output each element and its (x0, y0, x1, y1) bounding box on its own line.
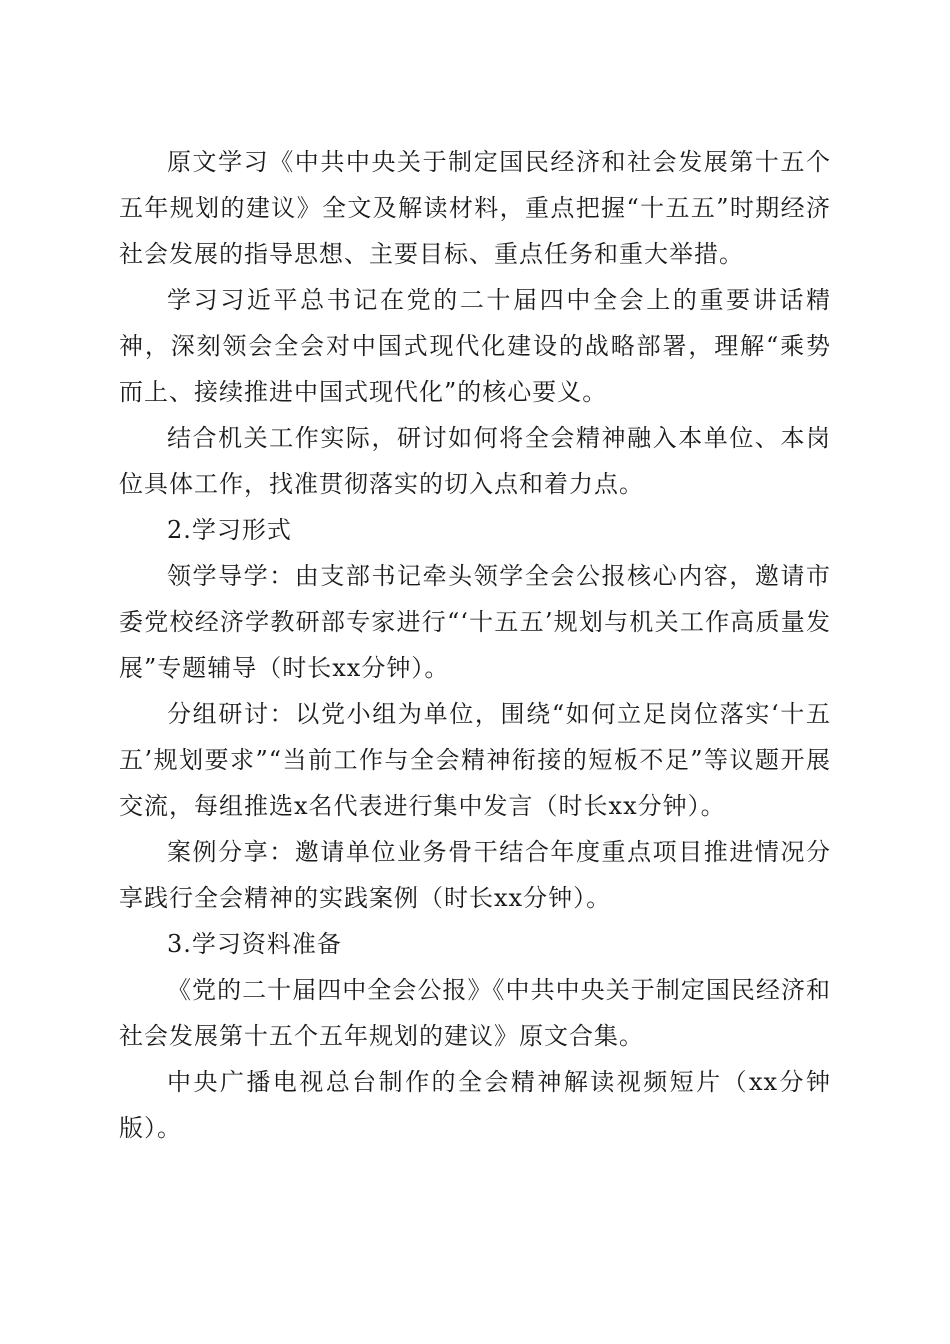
paragraph-group-discussion: 分组研讨：以党小组为单位，围绕“如何立足岗位落实‘十五五’规划要求”“当前工作与全会精神衔接的短板不足”等议题开展交流，每组推选x名代表进行集中发言（时长xx分钟）。 (119, 700, 831, 820)
paragraph-combine-work: 结合机关工作实际，研讨如何将全会精神融入本单位、本岗位具体工作，找准贯彻落实的切入点和着力点。 (119, 424, 831, 498)
paragraph-materials-collection: 《党的二十届四中全会公报》《中共中央关于制定国民经济和社会发展第十五个五年规划的建议》原文合集。 (119, 976, 831, 1050)
paragraph-study-proposal: 原文学习《中共中央关于制定国民经济和社会发展第十五个五年规划的建议》全文及解读材料，重点把握“十五五”时期经济社会发展的指导思想、主要目标、重点任务和重大举措。 (119, 148, 831, 268)
section-heading-materials: 3.学习资料准备 (167, 930, 342, 958)
paragraph-materials-video: 中央广播电视总台制作的全会精神解读视频短片（xx分钟版）。 (119, 1068, 831, 1142)
paragraph-guided-study: 领学导学：由支部书记牵头领学全会公报核心内容，邀请市委党校经济学教研部专家进行“‘十五五’规划与机关工作高质量发展”专题辅导（时长xx分钟）。 (119, 562, 831, 682)
paragraph-study-speech: 学习习近平总书记在党的二十届四中全会上的重要讲话精神，深刻领会全会对中国式现代化建设的战略部署，理解“乘势而上、接续推进中国式现代化”的核心要义。 (119, 286, 831, 406)
document-body (119, 139, 831, 1151)
section-heading-study-format: 2.学习形式 (167, 516, 292, 544)
paragraph-case-sharing: 案例分享：邀请单位业务骨干结合年度重点项目推进情况分享践行全会精神的实践案例（时长xx分钟）。 (119, 838, 831, 912)
